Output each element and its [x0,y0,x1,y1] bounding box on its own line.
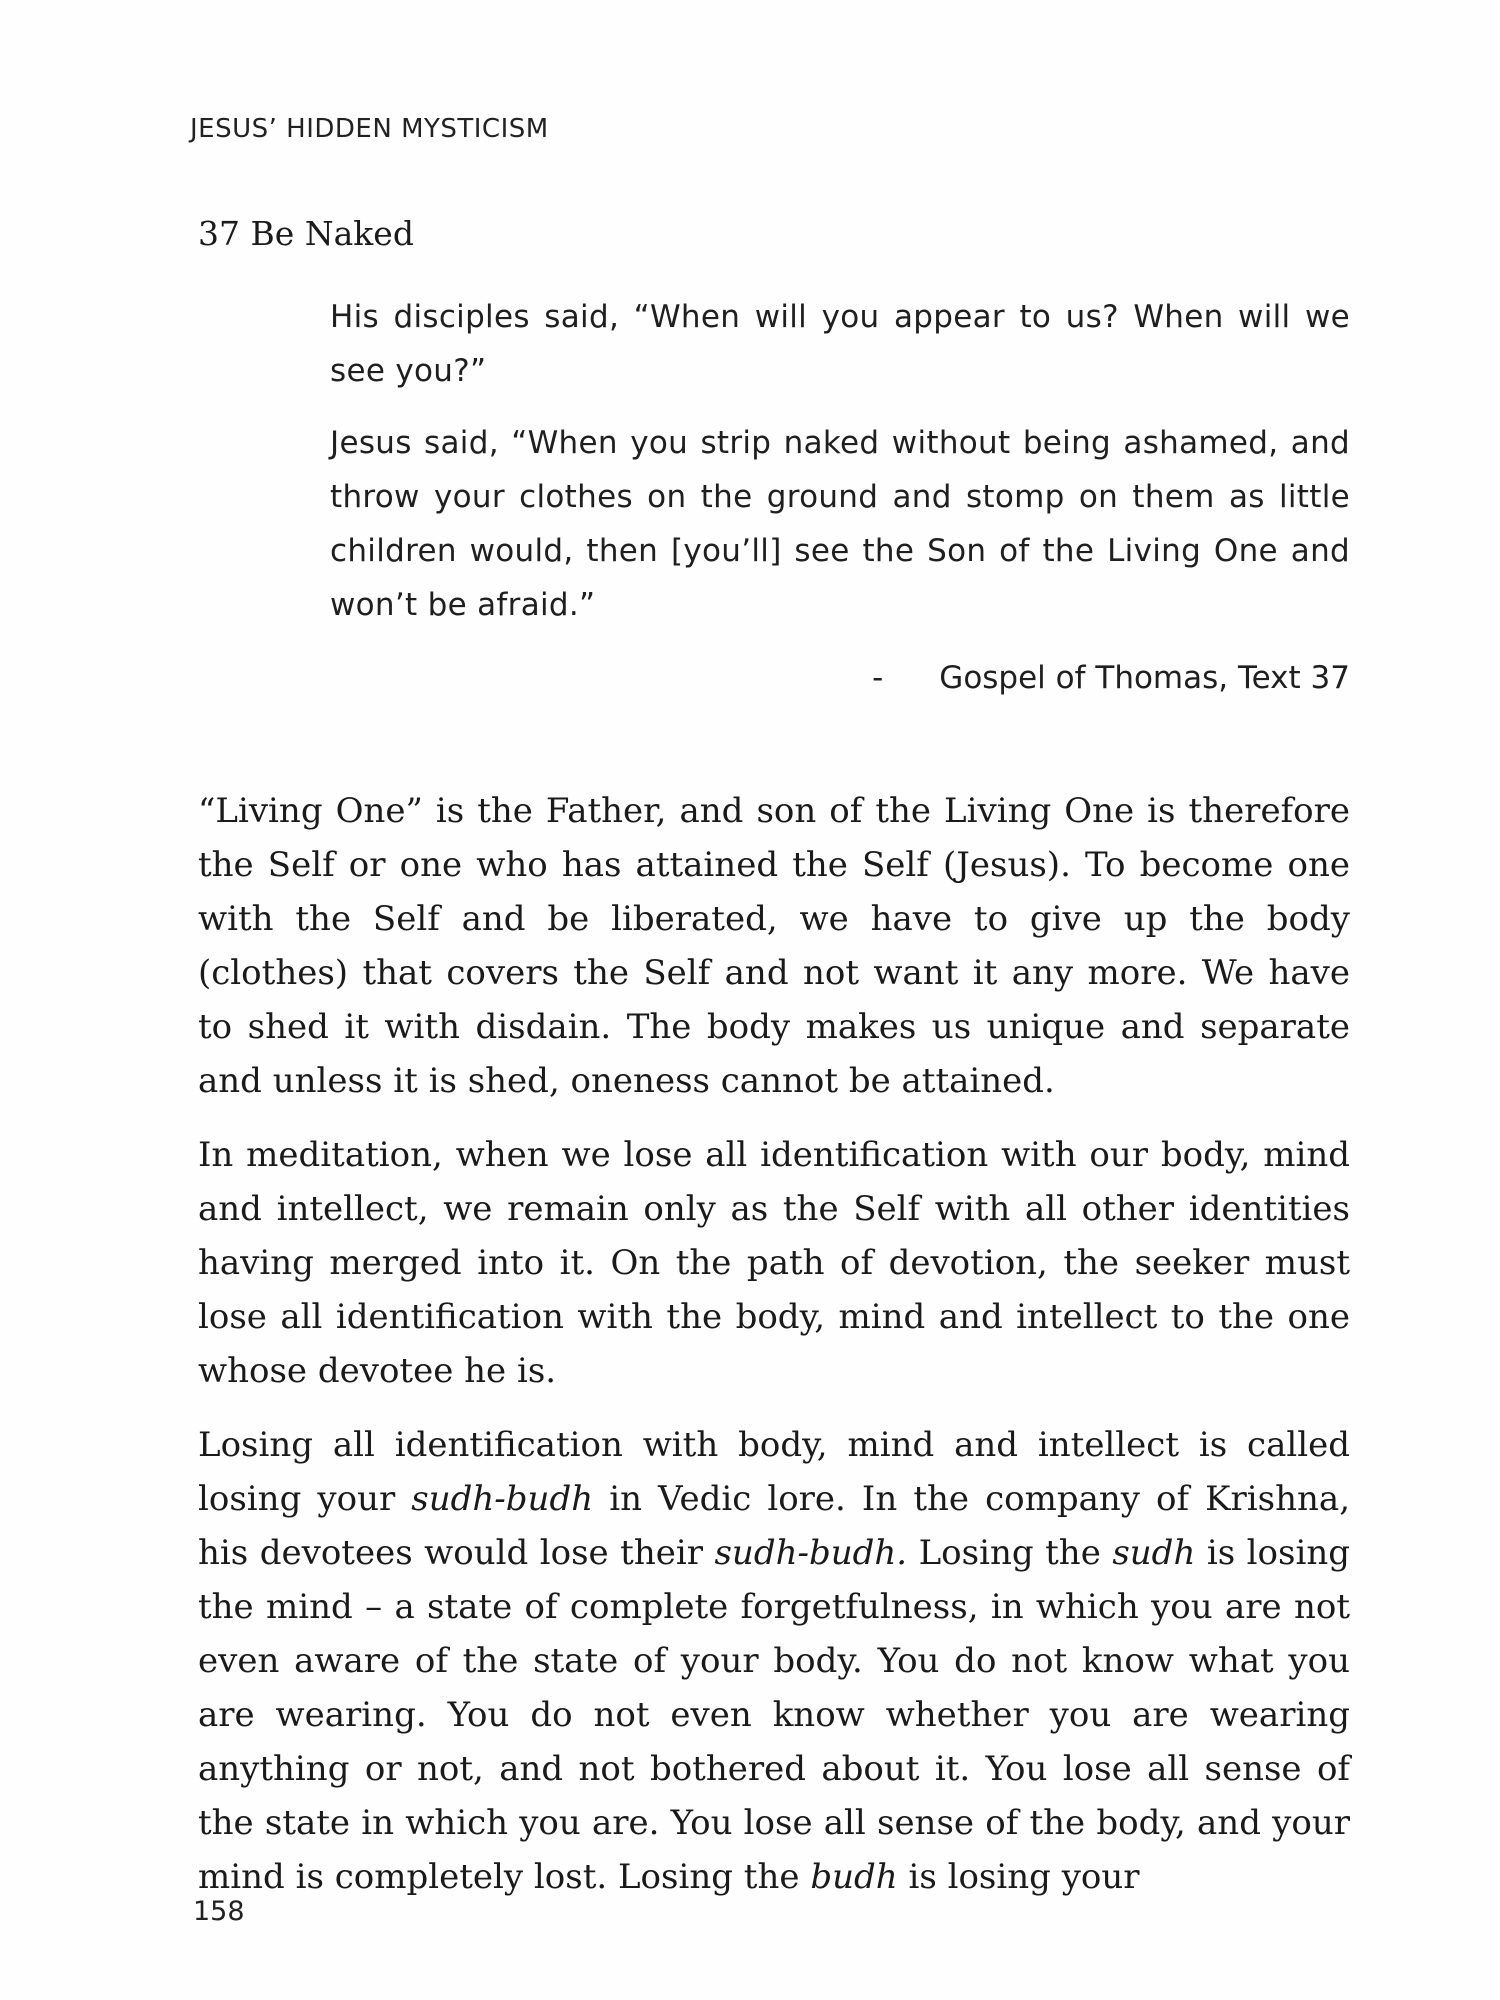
text-run: Losing all identification with body, mind and intellect is called losing your [198,1425,1350,1519]
body-paragraph: In meditation, when we lose all identification with our body, mind and intellect, we remain only as the Self with all other identities having merged into it. On the path of devotion, the seeker must lose all identification with the body, mind and intellect to the one whose devotee he is. [198,1135,1350,1391]
page-number: 158 [193,1896,245,1927]
term-italic: sudh-budh. [714,1533,908,1573]
term-italic: sudh [1112,1533,1196,1573]
citation-source: Gospel of Thomas, Text 37 [939,660,1350,696]
scripture-quote [330,290,1350,650]
quote-paragraph: His disciples said, “When will you appear to us? When will we see you?” [330,299,1350,389]
quote-citation [860,660,1350,696]
text-run: in Vedic lore. In the company of Krishna, his devotees would lose their [198,1479,1350,1573]
text-run: is losing the mind – a state of complete forgetfulness, in which you are not even aware of the state of your body. You do not know what you are wearing. You do not even know whether you are wearing anything or not, and not bothered about it. You lose all sense of the state in which you are. You lose all sense of the body, and your mind is completely lost. Losing the [198,1533,1350,1897]
text-run: Losing the [907,1533,1113,1573]
quote-paragraph: Jesus said, “When you strip naked without being ashamed, and throw your clothes on the ground and stomp on them as little children would, then [you’ll] see the Son of the Living One and won’t be afraid.” [330,425,1350,623]
body-paragraph [198,1418,1350,1904]
body-paragraph: “Living One” is the Father, and son of the Living One is therefore the Self or one who has attained the Self (Jesus). To become one with the Self and be liberated, we have to give up the body (clothes) that covers the Self and not want it any more. We have to shed it with disdain. The body makes us unique and separate and unless it is shed, oneness cannot be attained. [198,791,1350,1101]
body-text [198,784,1350,1924]
text-run: is losing your [897,1857,1140,1897]
term-italic: budh [810,1857,898,1897]
citation-dash: - [872,660,884,696]
running-header: JESUS’ HIDDEN MYSTICISM [190,114,549,144]
term-italic: sudh-budh [411,1479,594,1519]
section-title: 37 Be Naked [198,214,414,253]
